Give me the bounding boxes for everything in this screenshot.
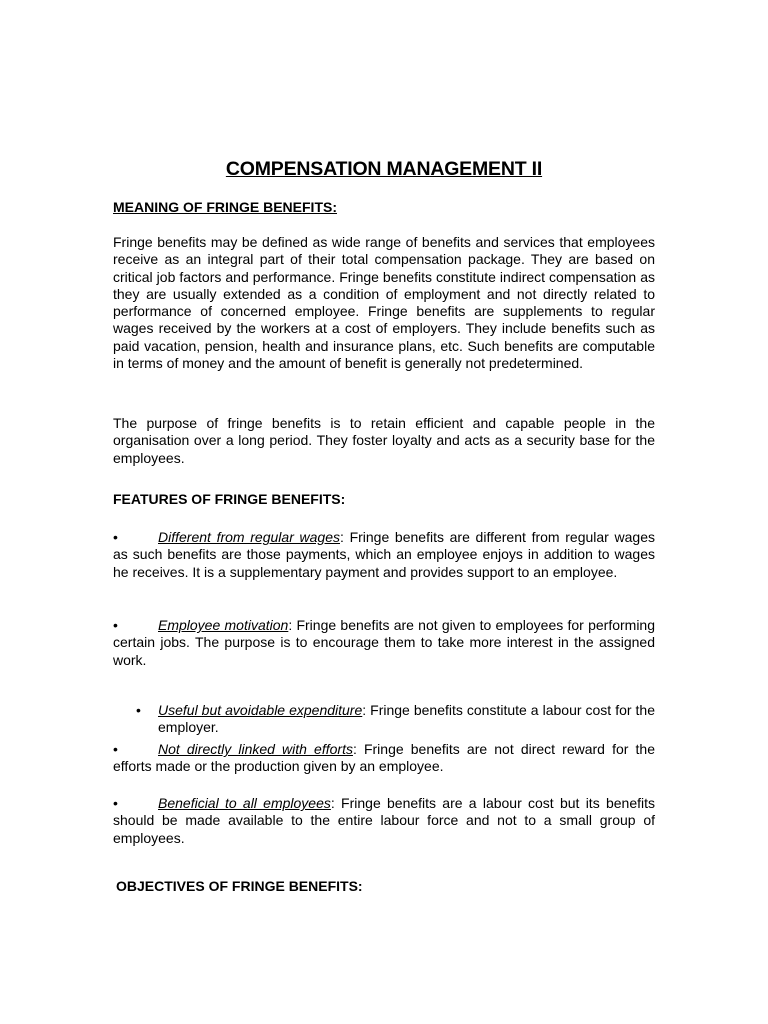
bullet-icon: • bbox=[113, 617, 118, 633]
bullet-icon: • bbox=[113, 741, 118, 757]
meaning-paragraph-2: The purpose of fringe benefits is to retain efficient and capable people in the organisation over a long period. They foster loyalty and acts as a security base for the employees. bbox=[113, 415, 655, 466]
feature-item bbox=[113, 617, 655, 669]
feature-text: : Fringe benefits are not given to employees for performing certain jobs. The purpose is to encourage them to take more interest in the assigned work. bbox=[113, 617, 656, 668]
bullet-icon: • bbox=[136, 702, 141, 718]
features-heading: FEATURES OF FRINGE BENEFITS: bbox=[113, 491, 346, 507]
feature-item bbox=[113, 529, 655, 581]
feature-item bbox=[113, 795, 655, 847]
feature-term: Different from regular wages bbox=[158, 529, 340, 545]
feature-term: Employee motivation bbox=[158, 617, 289, 633]
feature-text: : Fringe benefits are a labour cost but its benefits should be made available to the entire labour force and not to a small group of employees. bbox=[113, 795, 655, 846]
feature-item bbox=[113, 741, 655, 776]
feature-term: Useful but avoidable expenditure bbox=[158, 702, 363, 718]
meaning-heading: MEANING OF FRINGE BENEFITS: bbox=[113, 199, 337, 215]
document-title: COMPENSATION MANAGEMENT II bbox=[225, 158, 543, 180]
feature-text: : Fringe benefits constitute a labour cost for the employer. bbox=[158, 702, 656, 736]
feature-item bbox=[136, 702, 656, 737]
feature-text: : Fringe benefits are different from regular wages as such benefits are those payments, which an employee enjoys in addition to wages he receives. It is a supplementary payment and provides support to an employee. bbox=[113, 529, 655, 580]
bullet-icon: • bbox=[113, 529, 118, 545]
feature-text: : Fringe benefits are not direct reward for the efforts made or the production given by an employee. bbox=[113, 741, 655, 775]
objectives-heading: OBJECTIVES OF FRINGE BENEFITS: bbox=[116, 878, 363, 894]
bullet-icon: • bbox=[113, 795, 118, 811]
meaning-paragraph-1: Fringe benefits may be defined as wide range of benefits and services that employees receive as an integral part of their total compensation package. They are based on critical job factors and performance. Fringe benefits constitute indirect compensation as they are usually extended as a condition of employment and not directly related to performance of concerned employee. Fringe benefits are supplements to regular wages received by the workers at a cost of employers. They include benefits such as paid vacation, pension, health and insurance plans, etc. Such benefits are computable in terms of money and the amount of benefit is generally not predetermined. bbox=[113, 234, 655, 372]
feature-term: Beneficial to all employees bbox=[158, 795, 331, 811]
feature-term: Not directly linked with efforts bbox=[158, 741, 353, 757]
